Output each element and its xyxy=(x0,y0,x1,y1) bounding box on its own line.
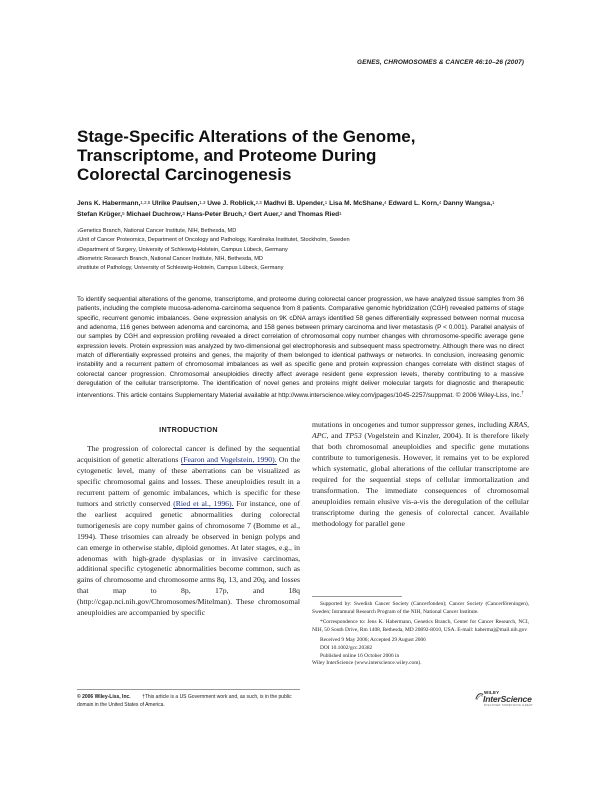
affiliation-item xyxy=(77,255,547,264)
affiliation-text: Biometric Research Branch, National Cancer Institute, NIH, Bethesda, MD xyxy=(79,255,263,262)
author-affiliation-mark: 4 xyxy=(384,200,387,205)
intro-right-text-a: mutations in oncogenes and tumor suppressor genes, including xyxy=(312,420,507,429)
author-name xyxy=(443,200,494,207)
gene-names: KRAS, APC, xyxy=(312,420,530,440)
journal-header: GENES, CHROMOSOMES & CANCER 46:10–26 (2007) xyxy=(357,59,524,66)
footnote-correspondence-text: *Correspondence to: Jens K. Habermann, Genetics Branch, Center for Cancer Research, NCI, NIH, 50 South Drive, Rm 1408, Bethesda, MD 20892-8010, USA. E-mail: habermaj@mail.nih.gov xyxy=(312,619,529,633)
author-affiliation-mark: 3 xyxy=(244,210,247,216)
abstract-text: To identify sequential alterations of the genome, transcriptome, and proteome during colorectal cancer progression, we have analyzed tissue samples from 36 patients, including the complete mucosa-adenoma-carcinoma sequence from 8 patients. Comparative genomic hybridization (CGH) revealed patterns of stage specific, recurrent genomic imbalances. Gene expression analysis on 9K cDNA arrays identified 58 genes differentially expressed between normal mucosa and adenoma, 116 genes between adenoma and carcinoma, and 158 genes between primary carcinoma and liver metastasis (P < 0.001). Parallel analysis of our samples by CGH and expression profiling revealed a direct correlation of chromosomal copy number changes with chromosome-specific average gene expression levels. Protein expression was analyzed by two-dimensional gel electrophoresis and subsequent mass spectrometry. Although there was no direct match of differentially expressed proteins and genes, the majority of them belonged to identical pathways or networks. In conclusion, increasing genomic instability and a recurrent pattern of chromosomal imbalances as well as specific gene and protein expression changes correlate with distinct stages of colorectal cancer progression. Chromosomal aneuploidies directly affect average resident gene expression levels, thereby contributing to a massive deregulation of the cellular transcriptome. The identification of novel genes and proteins might deliver molecular targets for diagnostic and therapeutic interventions. This article contains Supplementary Material available at http://www.interscience.wiley.com/jpages/1045-2257/suppmat. xyxy=(77,296,524,400)
author-name-text: Edward L. Korn, xyxy=(388,200,439,207)
author-affiliation-mark: 2 xyxy=(279,210,283,216)
intro-right-and: and xyxy=(331,430,343,440)
author-affiliation-mark: 1 xyxy=(492,200,495,205)
footnote-divider xyxy=(312,596,402,597)
author-name xyxy=(284,211,341,218)
right-column xyxy=(312,420,529,530)
author-affiliation-mark: 3 xyxy=(182,210,185,216)
abstract-copyright-mark: † xyxy=(521,390,524,396)
published-online: Published online 16 October 2006 in xyxy=(320,652,400,659)
author-name xyxy=(248,211,282,218)
title-line-1: Stage-Specific Alterations of the Genome, xyxy=(77,127,416,146)
author-name-text: Danny Wangsa, xyxy=(443,200,493,207)
author-name-text: Hans-Peter Bruch, xyxy=(186,210,245,218)
footer-copyright-holder: © 2006 Wiley-Liss, Inc. xyxy=(77,694,131,700)
published-where[interactable]: Wiley InterScience (www.interscience.wiley.com). xyxy=(312,660,422,667)
affiliation-number: 2 xyxy=(77,237,80,243)
author-affiliation-mark: 4 xyxy=(438,200,442,205)
logo-wiley-text: WILEY xyxy=(484,690,500,695)
author-name xyxy=(264,200,328,207)
intro-text-a: The progression of colorectal cancer is defined by the sequential acquisition of genetic alterations xyxy=(77,444,300,464)
left-column xyxy=(77,420,300,619)
intro-paragraph-1 xyxy=(77,444,300,619)
author-name xyxy=(77,200,150,207)
author-name xyxy=(207,200,261,207)
article-title xyxy=(77,127,537,184)
author-name-text: Uwe J. Roblick, xyxy=(207,200,256,207)
affiliation-item xyxy=(77,246,547,255)
author-affiliation-mark: 1 xyxy=(339,210,342,216)
author-name xyxy=(77,211,125,218)
affiliation-text: Unit of Cancer Proteomics, Department of Oncology and Pathology, Karolinska Institutet, Stockholm, Sweden xyxy=(79,237,350,244)
affiliation-text: Institute of Pathology, University of Schleswig-Holstein, Campus Lübeck, Germany xyxy=(79,265,284,272)
author-name xyxy=(126,211,184,218)
received-accepted: Received 9 May 2006; Accepted 29 August 2006 xyxy=(320,637,426,644)
affiliation-list xyxy=(77,227,547,273)
section-heading-introduction: INTRODUCTION xyxy=(159,425,218,434)
footer-copyright xyxy=(77,693,300,709)
logo-interscience-text: InterScience xyxy=(483,694,532,704)
author-affiliation-mark: 1,2,5 xyxy=(140,200,151,205)
author-name xyxy=(329,200,386,207)
abstract xyxy=(77,295,524,401)
abstract-copyright: © 2006 Wiley-Liss, Inc. xyxy=(455,392,522,400)
author-affiliation-mark: 1,3 xyxy=(199,200,206,205)
author-list xyxy=(77,199,537,220)
intro-right-text-b: (Vogelstein and Kinzler, 2004). It is therefore likely that both chromosomal aneuploidies and specific gene mutations contribute to tumorigenesis. However, it remains yet to be explored which systematic, global alterations of the cellular transcriptome are required for the sequential steps of cellular immortalization and transformation. The immediate consequences of chromosomal aneuploidies remain elusive vis-a-vis the deregulation of the cellular transcriptome during the genesis of colorectal cancer. Available methodology for parallel gene xyxy=(312,430,529,528)
footnote-support xyxy=(312,601,529,616)
author-name-text: and Thomas Ried xyxy=(284,210,340,218)
author-name xyxy=(186,211,246,218)
author-name xyxy=(388,200,441,207)
author-affiliation-mark: 1 xyxy=(324,200,328,205)
affiliation-item xyxy=(77,264,547,273)
affiliation-text: Department of Surgery, University of Schleswig-Holstein, Campus Lübeck, Germany xyxy=(79,246,288,253)
author-name-text: Madhvi B. Upender, xyxy=(263,200,325,207)
footer-government-note: †This article is a US Government work and, as such, is in the public domain in the United States of America. xyxy=(77,694,292,708)
publication-dates xyxy=(312,637,529,667)
author-name-text: Ulrike Paulsen, xyxy=(152,200,200,207)
logo-tagline: DISCOVER SOMETHING GREAT xyxy=(484,704,534,707)
author-name-text: Michael Duchrow, xyxy=(126,210,183,218)
footnote-correspondence xyxy=(312,619,529,634)
footer-divider xyxy=(77,689,300,690)
intro-paragraph-continued xyxy=(312,420,529,530)
author-name xyxy=(152,200,205,207)
affiliation-text: Genetics Branch, National Cancer Institute, NIH, Bethesda, MD xyxy=(79,228,237,234)
author-affiliation-mark: 5 xyxy=(122,210,125,216)
affiliation-item xyxy=(77,227,547,236)
reference-link-ried[interactable]: (Ried et al., 1996). xyxy=(173,498,234,508)
author-name-text: Jens K. Habermann, xyxy=(77,200,141,207)
affiliation-item xyxy=(77,236,547,245)
intro-text-b: On the cytogenetic level, many of these aberrations can be visualized as specific chromosomal gains and losses. These aneuploidies result in a recurrent pattern of genomic imbalances, which is specific for these tumors and strictly conserved xyxy=(77,454,300,508)
footnote-support-text: Supported by: Swedish Cancer Society (Cancerfonden); Cancer Society (Cancerföreningen), Sweden; Intramural Research Program of the NIH, National Cancer Institute. xyxy=(312,601,529,615)
affiliation-number: 5 xyxy=(77,265,80,271)
reference-link-fearon[interactable]: (Fearon and Vogelstein, 1990). xyxy=(180,454,277,464)
title-line-2: Transcriptome, and Proteome During xyxy=(77,146,377,165)
intro-text-c: For instance, one of the earliest acquired genetic abnormalities during colorectal tumorigenesis are copy number gains of chromosome 7 (Bomme et al., 1994). These trisomies can already be observed in benign polyps and can emerge in otherwise stable, diploid genomes. At later stages, e.g., in adenomas with high-grade dysplasias or in invasive carcinomas, additional specific cytogenetic abnormalities become common, such as gains of chromosome and chromosome arms 8q, 13, and 20q, and losses that map to 8p, 17p, and 18q (http://cgap.nci.nih.gov/Chromosomes/Mitelman). These chromosomal aneuploidies are accompanied by specific xyxy=(77,498,301,618)
title-line-3: Colorectal Carcinogenesis xyxy=(77,165,292,184)
title-block xyxy=(77,127,537,184)
affiliation-number: 3 xyxy=(77,246,80,252)
author-name-text: Lisa M. McShane, xyxy=(329,200,385,207)
author-affiliation-mark: 2,3 xyxy=(255,200,262,205)
author-name-text: Gert Auer, xyxy=(248,210,280,218)
affiliation-number: 1 xyxy=(77,228,80,233)
doi[interactable]: DOI 10.1002/gcc.20382 xyxy=(320,644,373,651)
footnotes xyxy=(312,601,529,668)
gene-tp53: TP53 xyxy=(345,430,362,440)
wiley-interscience-logo xyxy=(475,690,535,710)
author-name-text: Stefan Krüger, xyxy=(77,210,123,218)
affiliation-number: 4 xyxy=(77,255,80,261)
